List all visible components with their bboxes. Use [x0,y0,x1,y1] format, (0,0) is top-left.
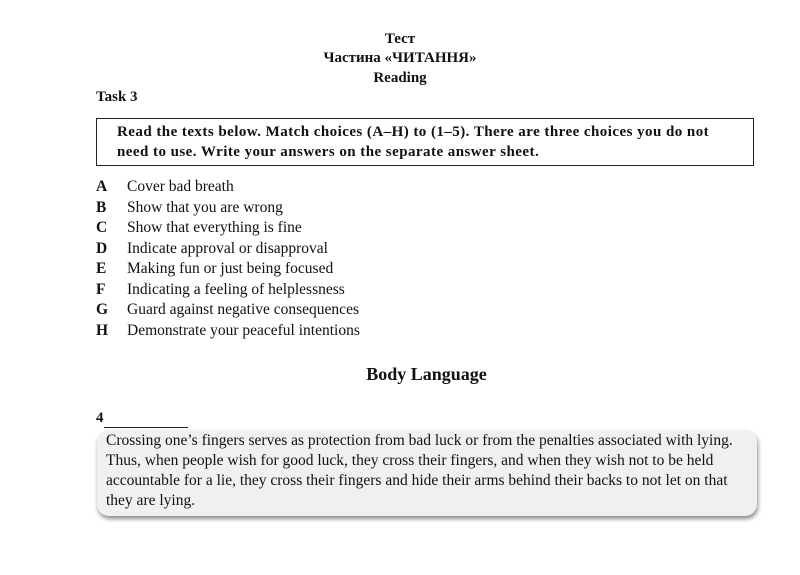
test-title: Тест [384,31,416,47]
choice-letter: A [96,178,108,195]
choice-text: Demonstrate your peaceful intentions [127,321,360,339]
choice-item [96,218,360,239]
section-heading: Reading [373,70,427,86]
choices-list [96,177,360,341]
choice-letter: F [96,280,106,298]
passage-box [97,430,757,516]
choice-item [96,300,360,321]
choice-text: Indicating a feeling of helplessness [127,280,345,298]
text-title: Body Language [366,364,487,384]
choice-item [96,198,360,219]
answer-line [104,427,188,428]
choice-letter: G [96,301,109,318]
choice-letter: H [96,321,109,339]
task-label: Task 3 [96,89,138,105]
choice-letter: C [96,219,108,236]
choice-letter: E [96,260,107,277]
choice-text: Show that you are wrong [127,198,283,216]
choice-item [96,239,360,260]
part-title: Частина «ЧИТАННЯ» [323,50,477,66]
choice-letter: B [96,198,107,216]
choice-text: Indicate approval or disapproval [127,239,328,257]
choice-item [96,321,360,342]
choice-item [96,280,360,301]
passage-text: Crossing one’s fingers serves as protection from bad luck or from the penalties associated with lying. Thus, when people wish for good luck, they cross their fingers, and when they wish not to be held accountable for a lie, they cross their fingers and hide their arms behind their backs to not let on that they are lying. [106,432,733,509]
choice-text: Cover bad breath [127,178,234,195]
choice-item [96,259,360,280]
choice-item [96,177,360,198]
instructions-text: Read the texts below. Match choices (A–H) to (1–5). There are three choices you do not need to use. Write your answers on the separate answer sheet. [117,124,710,160]
choice-text: Making fun or just being focused [127,260,334,277]
choice-letter: D [96,239,108,257]
choice-text: Show that everything is fine [127,219,302,236]
instructions-box [96,118,754,166]
choice-text: Guard against negative consequences [127,301,359,318]
item-number: 4 [96,410,104,426]
